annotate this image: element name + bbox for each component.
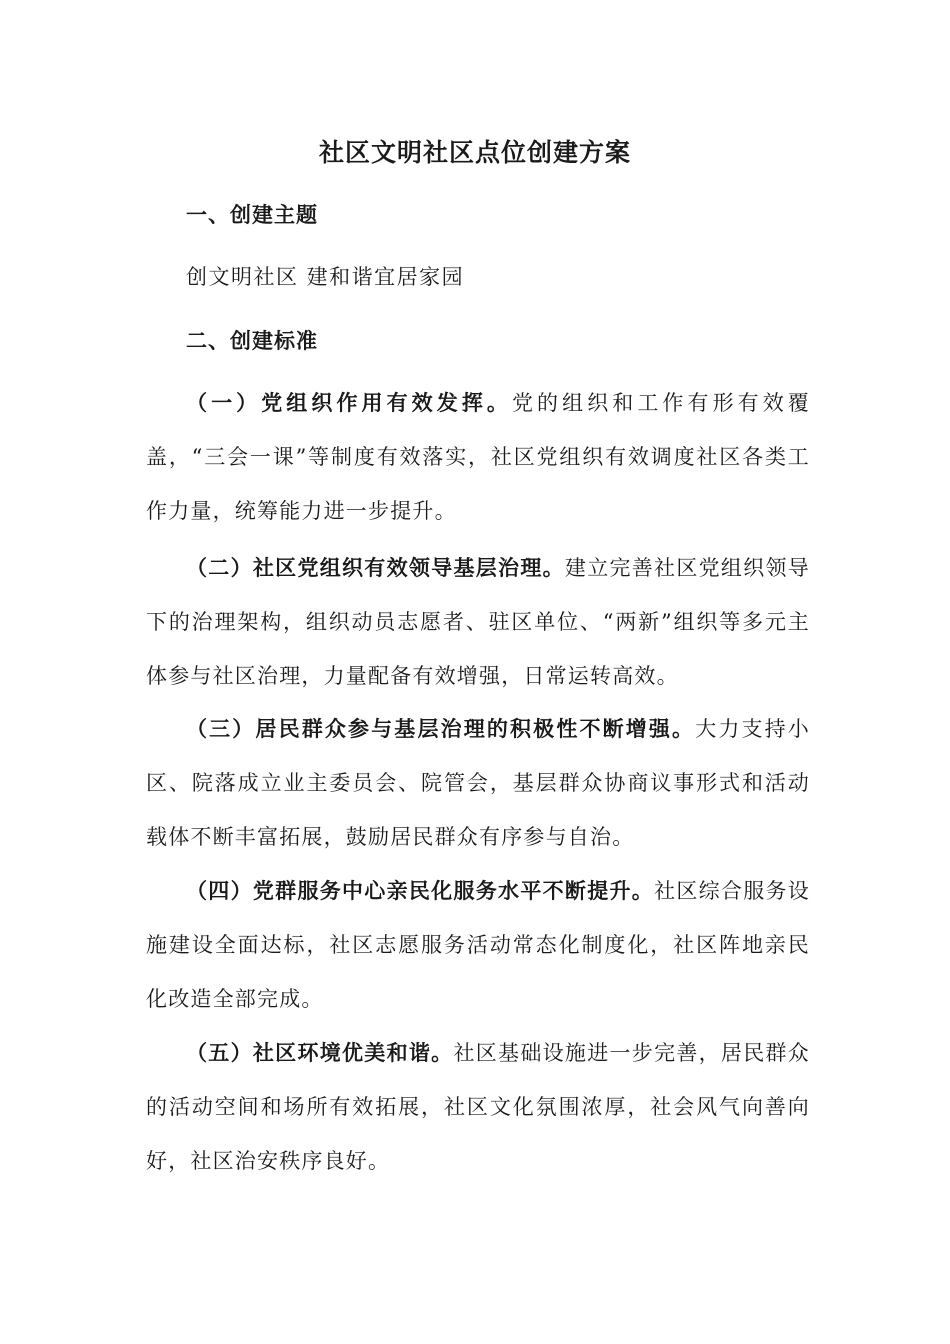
standard-item-1-lead: （一）党组织作用有效发挥。	[186, 390, 512, 415]
standard-item-3-body: 大力支持小区、院落成立业主委员会、院管会，基层群众协商议事形式和活动载体不断丰富拓展，鼓励居民群众有序参与自治。	[146, 717, 811, 849]
standard-item-1	[146, 376, 810, 538]
document-title: 社区文明社区点位创建方案	[318, 138, 631, 167]
section-heading-theme: 一、创建主题	[186, 202, 318, 227]
standard-item-1-body: 党的组织和工作有形有效覆盖，“三会一课”等制度有效落实，社区党组织有效调度社区各类工作力量，统筹能力进一步提升。	[146, 391, 810, 523]
standard-item-2-lead: （二）社区党组织有效领导基层治理。	[186, 555, 565, 580]
theme-text: 创文明社区 建和谐宜居家园	[186, 265, 465, 289]
standard-item-5-body: 社区基础设施进一步完善，居民群众的活动空间和场所有效拓展，社区文化氛围浓厚，社会风气向善向好，社区治安秩序良好。	[146, 1041, 810, 1173]
standard-item-2	[146, 541, 810, 703]
standard-item-2-body: 建立完善社区党组织领导下的治理架构，组织动员志愿者、驻区单位、“两新”组织等多元主体参与社区治理，力量配备有效增强，日常运转高效。	[146, 556, 810, 688]
standard-item-4	[146, 864, 810, 1026]
standard-item-3	[146, 702, 810, 864]
section-heading-standards: 二、创建标准	[186, 328, 318, 353]
standard-item-5	[146, 1026, 810, 1188]
standard-item-5-lead: （五）社区环境优美和谐。	[186, 1040, 454, 1065]
standard-item-4-body: 社区综合服务设施建设全面达标，社区志愿服务活动常态化制度化，社区阵地亲民化改造全部完成。	[146, 879, 810, 1011]
standard-item-4-lead: （四）党群服务中心亲民化服务水平不断提升。	[186, 878, 655, 903]
standard-item-3-lead: （三）居民群众参与基层治理的积极性不断增强。	[186, 716, 696, 741]
